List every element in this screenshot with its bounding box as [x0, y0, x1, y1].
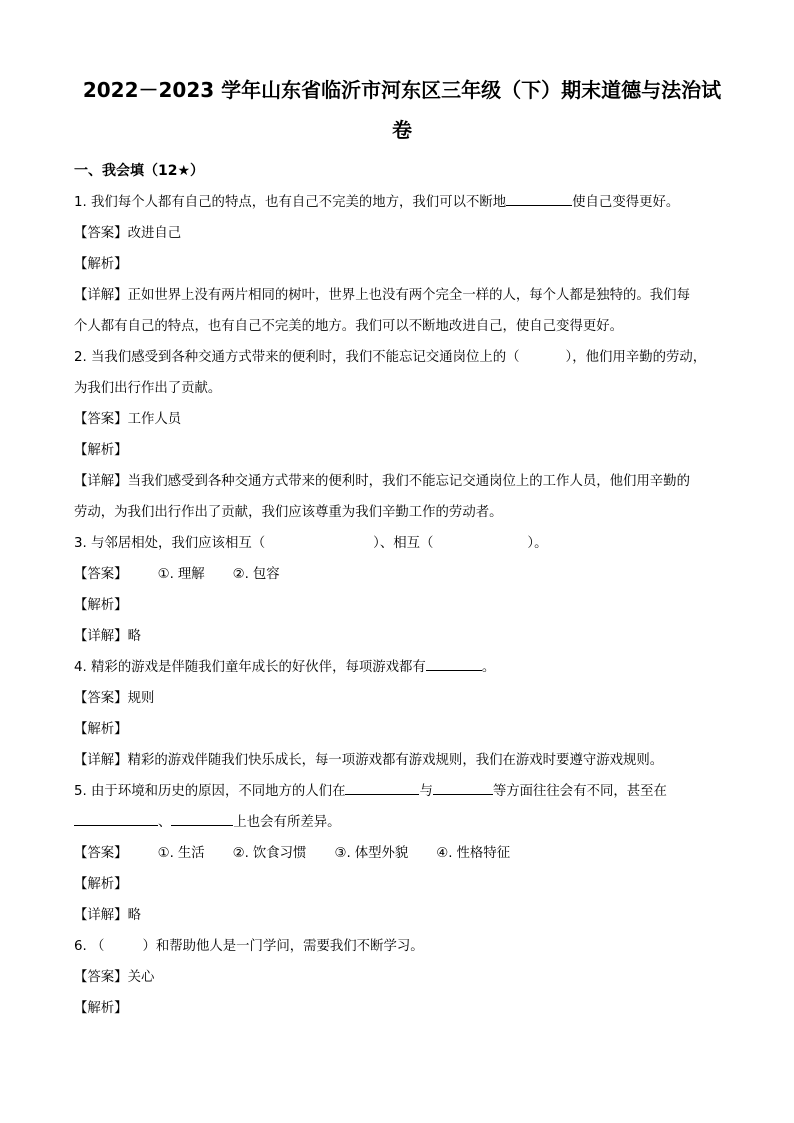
- detail-row: [74, 466, 730, 497]
- question-number: 1.: [74, 195, 87, 210]
- answer-number: ①.: [157, 846, 174, 861]
- answer-text: 关心: [127, 970, 155, 985]
- analysis-label: 【解析】: [74, 1001, 128, 1016]
- answer-blank: [74, 811, 158, 826]
- analysis-label: 【解析】: [74, 443, 128, 458]
- question-text: 为我们出行作出了贡献。: [74, 381, 222, 396]
- detail-text: 个人都有自己的特点，也有自己不完美的地方。我们可以不断地改进自己，使自己变得更好。: [74, 319, 624, 334]
- answer-label: 【答案】: [74, 567, 128, 582]
- answer-text: 改进自己: [127, 226, 182, 241]
- answer-text: 性格特征: [456, 846, 511, 861]
- detail-label: 【详解】: [74, 474, 128, 489]
- detail-row: [74, 621, 730, 652]
- analysis-label: 【解析】: [74, 257, 128, 272]
- answer-row: [74, 404, 730, 435]
- answer-number: ②.: [232, 846, 249, 861]
- answer-blank: [426, 656, 482, 671]
- detail-row-continued: [74, 497, 730, 528]
- analysis-row: [74, 435, 730, 466]
- question-2: [74, 342, 730, 373]
- answer-row: [74, 838, 730, 869]
- answer-text: 理解: [177, 567, 205, 582]
- detail-label: 【详解】: [74, 908, 128, 923]
- answer-blank: [171, 811, 233, 826]
- detail-text: 劳动，为我们出行作出了贡献，我们应该尊重为我们辛勤工作的劳动者。: [74, 505, 503, 520]
- detail-text: 略: [127, 629, 141, 644]
- question-1: [74, 187, 730, 218]
- answer-blank: [433, 780, 493, 795]
- question-text: ）。: [527, 536, 548, 551]
- detail-label: 【详解】: [74, 753, 128, 768]
- analysis-label: 【解析】: [74, 598, 128, 613]
- question-6: [74, 931, 730, 962]
- title-line-2: 卷: [392, 118, 412, 142]
- answer-row: [74, 683, 730, 714]
- question-text: （: [91, 939, 105, 954]
- answer-text: 包容: [252, 567, 280, 582]
- answer-number: ③.: [334, 846, 351, 861]
- answer-text: 规则: [127, 691, 155, 706]
- answer-text: 工作人员: [127, 412, 182, 427]
- question-number: 5.: [74, 784, 87, 799]
- answer-label: 【答案】: [74, 691, 128, 706]
- question-number: 6.: [74, 939, 87, 954]
- analysis-row: [74, 993, 730, 1024]
- question-text: 使自己变得更好。: [572, 195, 680, 210]
- question-text: 当我们感受到各种交通方式带来的便利时，我们不能忘记交通岗位上的（: [91, 350, 520, 365]
- answer-row: [74, 962, 730, 993]
- analysis-row: [74, 869, 730, 900]
- page-title: [70, 68, 734, 152]
- question-text: 与邻居相处，我们应该相互（: [91, 536, 266, 551]
- question-number: 3.: [74, 536, 87, 551]
- question-text: 与: [419, 784, 433, 799]
- detail-label: 【详解】: [74, 629, 128, 644]
- detail-row: [74, 745, 730, 776]
- detail-text: 当我们感受到各种交通方式带来的便利时，我们不能忘记交通岗位上的工作人员，他们用辛勤的: [127, 474, 690, 489]
- answer-text: 体型外貌: [354, 846, 409, 861]
- question-text: ）和帮助他人是一门学问，需要我们不断学习。: [142, 939, 424, 954]
- answer-number: ④.: [436, 846, 453, 861]
- question-text: 精彩的游戏是伴随我们童年成长的好伙伴，每项游戏都有: [91, 660, 426, 675]
- detail-row: [74, 900, 730, 931]
- answer-text: 饮食习惯: [252, 846, 307, 861]
- answer-blank: [345, 780, 419, 795]
- answer-number: ②.: [232, 567, 249, 582]
- answer-label: 【答案】: [74, 226, 128, 241]
- question-3: [74, 528, 730, 559]
- question-text: ），他们用辛勤的劳动，: [565, 350, 707, 365]
- question-text: 等方面往往会有不同，甚至在: [492, 784, 667, 799]
- question-2-continued: [74, 373, 730, 404]
- answer-label: 【答案】: [74, 846, 128, 861]
- question-text: 我们每个人都有自己的特点，也有自己不完美的地方，我们可以不断地: [91, 195, 507, 210]
- detail-row: [74, 280, 730, 311]
- analysis-row: [74, 714, 730, 745]
- question-text: 上也会有所差异。: [233, 815, 341, 830]
- document-page: [74, 68, 730, 1024]
- analysis-label: 【解析】: [74, 877, 128, 892]
- detail-row-continued: [74, 311, 730, 342]
- question-text: ）、相互（: [373, 536, 434, 551]
- answer-label: 【答案】: [74, 970, 128, 985]
- answer-blank: [506, 191, 572, 206]
- question-4: [74, 652, 730, 683]
- analysis-label: 【解析】: [74, 722, 128, 737]
- analysis-row: [74, 590, 730, 621]
- question-5-continued: [74, 807, 730, 838]
- answer-row: [74, 218, 730, 249]
- question-number: 4.: [74, 660, 87, 675]
- detail-text: 略: [127, 908, 141, 923]
- question-text: 。: [481, 660, 496, 675]
- detail-text: 精彩的游戏伴随我们快乐成长，每一项游戏都有游戏规则，我们在游戏时要遵守游戏规则。: [127, 753, 664, 768]
- question-text: 由于环境和历史的原因，不同地方的人们在: [91, 784, 346, 799]
- analysis-row: [74, 249, 730, 280]
- question-text: 、: [158, 815, 172, 830]
- detail-text: 正如世界上没有两片相同的树叶，世界上也没有两个完全一样的人，每个人都是独特的。我们每: [127, 288, 690, 303]
- detail-label: 【详解】: [74, 288, 128, 303]
- question-number: 2.: [74, 350, 87, 365]
- answer-label: 【答案】: [74, 412, 128, 427]
- section-heading: 一、我会填（12★）: [74, 163, 205, 179]
- title-line-1: 2022－2023 学年山东省临沂市河东区三年级（下）期末道德与法治试: [82, 78, 722, 102]
- question-5: [74, 776, 730, 807]
- answer-row: [74, 559, 730, 590]
- answer-text: 生活: [177, 846, 205, 861]
- answer-number: ①.: [157, 567, 174, 582]
